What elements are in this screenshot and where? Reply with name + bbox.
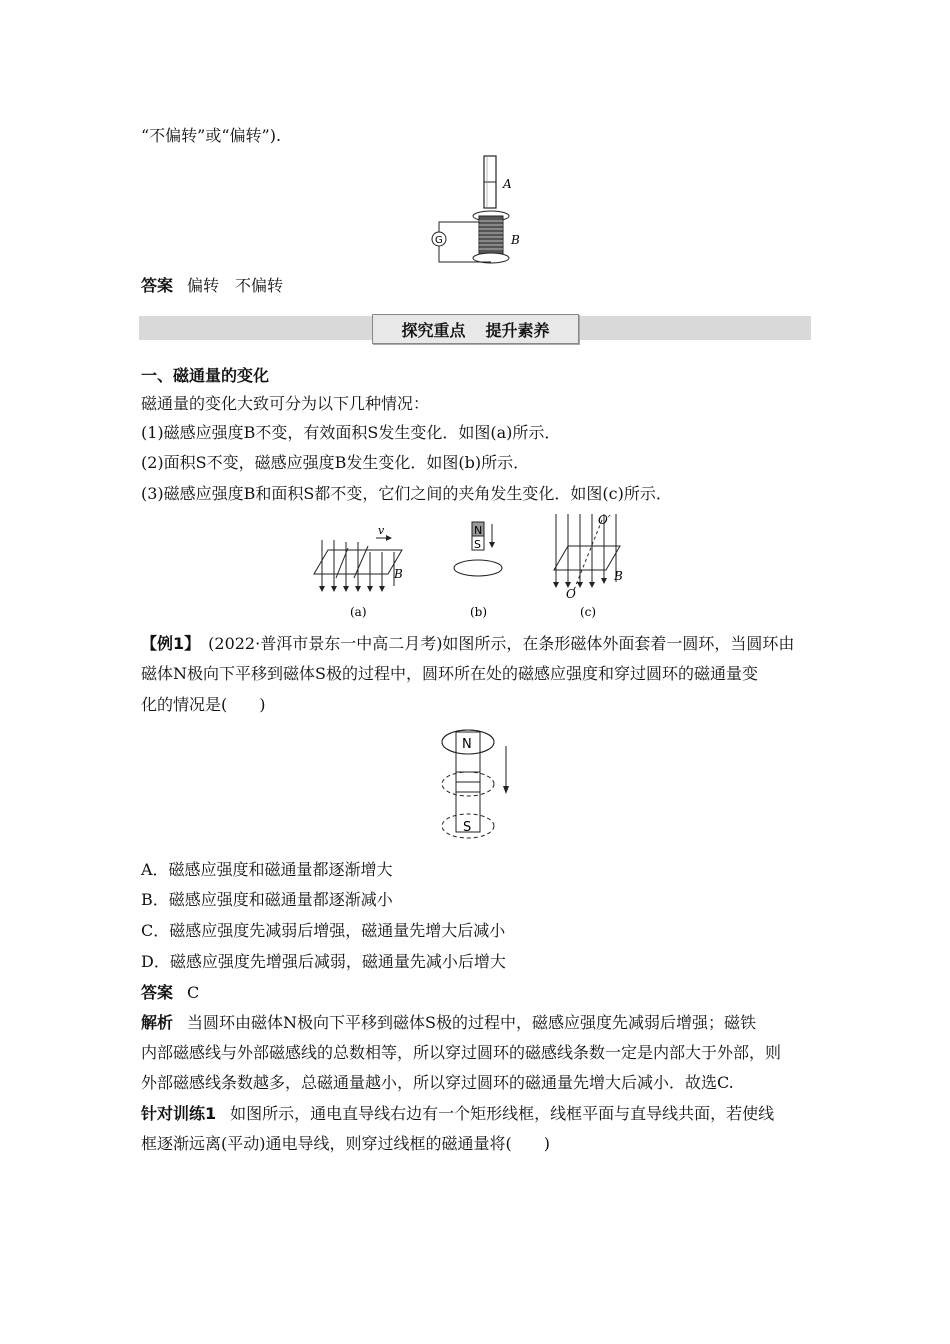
option-a[interactable]: A．磁感应强度和磁通量都逐渐增大 xyxy=(141,860,393,879)
caption-c: (c) xyxy=(580,605,597,619)
answer-2: 答案 C xyxy=(141,983,200,1002)
label-a: A xyxy=(503,177,512,191)
section-banner-title: 探究重点 提升素养 xyxy=(372,314,579,344)
case-2: (2)面积S不变，磁感应强度B发生变化．如图(b)所示． xyxy=(141,453,530,472)
svg-text:S: S xyxy=(474,538,481,551)
svg-text:G: G xyxy=(435,235,443,246)
svg-text:N: N xyxy=(474,524,483,537)
training-line-1: 针对训练1 如图所示，通电直导线右边有一个矩形线框，线框平面与直导线共面，若使线 xyxy=(141,1104,775,1123)
analysis-line-1: 解析 当圆环由磁体N极向下平移到磁体S极的过程中，磁感应强度先减弱后增强；磁铁 xyxy=(141,1013,756,1032)
intro-line: “不偏转”或“偏转”). xyxy=(141,126,282,145)
svg-text:B: B xyxy=(394,567,403,581)
figure-b xyxy=(454,522,502,619)
case-3: (3)磁感应强度B和面积S都不变，它们之间的夹角发生变化．如图(c)所示． xyxy=(141,484,672,503)
svg-text:v: v xyxy=(378,524,385,537)
example-1-line-3: 化的情况是( ) xyxy=(141,695,266,714)
section-intro: 磁通量的变化大致可分为以下几种情况： xyxy=(141,394,430,413)
analysis-line-3: 外部磁感线条数越多，总磁通量越小，所以穿过圆环的磁通量先增大后减小．故选C. xyxy=(141,1073,734,1092)
figure-ring-magnet xyxy=(440,722,520,848)
training-line-2: 框逐渐远离(平动)通电导线，则穿过线框的磁通量将( ) xyxy=(141,1134,550,1153)
figure-a xyxy=(314,524,403,619)
caption-b: (b) xyxy=(470,605,488,619)
figure-c xyxy=(553,513,623,619)
figure-flux-cases xyxy=(312,510,642,622)
example-1-line-2: 磁体N极向下平移到磁体S极的过程中，圆环所在处的磁感应强度和穿过圆环的磁通量变 xyxy=(141,664,758,683)
case-1: (1)磁感应强度B不变，有效面积S发生变化．如图(a)所示． xyxy=(141,423,561,442)
analysis-line-2: 内部磁感线与外部磁感线的总数相等，所以穿过圆环的磁感线条数一定是内部大于外部，则 xyxy=(141,1043,782,1062)
caption-a: (a) xyxy=(350,605,367,619)
answer-1: 答案 偏转 不偏转 xyxy=(141,276,284,295)
svg-text:S: S xyxy=(463,820,472,835)
option-b[interactable]: B．磁感应强度和磁通量都逐渐减小 xyxy=(141,890,393,909)
section-heading: 一、磁通量的变化 xyxy=(141,366,270,385)
option-c[interactable]: C．磁感应强度先减弱后增强，磁通量先增大后减小 xyxy=(141,921,506,940)
option-d[interactable]: D．磁感应强度先增强后减弱，磁通量先减小后增大 xyxy=(141,952,506,971)
svg-text:O: O xyxy=(566,587,576,601)
svg-text:B: B xyxy=(614,569,623,583)
example-1-line-1: 【例1】 (2022·普洱市景东一中高二月考)如图所示，在条形磁体外面套着一圆环，当圆环由 xyxy=(141,634,795,653)
figure-magnet-coil xyxy=(425,152,535,270)
svg-text:N: N xyxy=(462,737,472,752)
label-b: B xyxy=(511,233,520,247)
svg-text:O′: O′ xyxy=(598,513,611,527)
